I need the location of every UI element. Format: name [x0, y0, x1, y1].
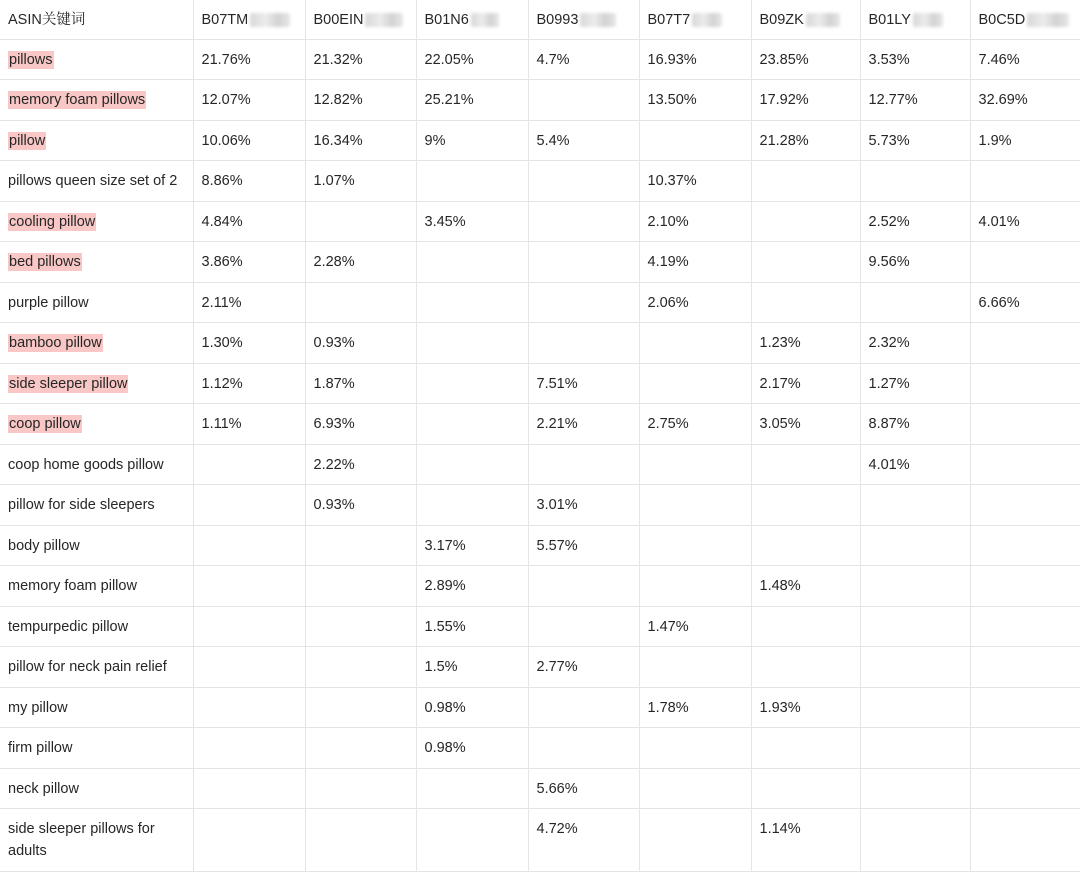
- share-cell: 25.21%: [416, 80, 528, 121]
- share-cell: 0.93%: [305, 323, 416, 364]
- keyword-text: side sleeper pillows for adults: [8, 821, 155, 859]
- share-cell: [970, 728, 1080, 769]
- share-cell: [528, 444, 639, 485]
- share-cell: 13.50%: [639, 80, 751, 121]
- keyword-text: coop pillow: [9, 416, 81, 432]
- redacted-asin-suffix: [806, 13, 840, 27]
- share-cell: 3.17%: [416, 525, 528, 566]
- share-cell: [305, 647, 416, 688]
- share-cell: [970, 161, 1080, 202]
- share-cell: [528, 566, 639, 607]
- keyword-cell: [0, 161, 193, 202]
- share-cell: [970, 404, 1080, 445]
- share-cell: 4.01%: [970, 201, 1080, 242]
- share-cell: [751, 201, 860, 242]
- keyword-cell: [0, 687, 193, 728]
- share-cell: 3.86%: [193, 242, 305, 283]
- share-cell: 1.27%: [860, 363, 970, 404]
- share-cell: [751, 606, 860, 647]
- keyword-cell: [0, 201, 193, 242]
- share-cell: [416, 161, 528, 202]
- share-cell: 2.22%: [305, 444, 416, 485]
- table-row: [0, 201, 1080, 242]
- share-cell: [528, 80, 639, 121]
- corner-header: ASIN关键词: [0, 0, 193, 39]
- share-cell: [416, 444, 528, 485]
- share-cell: [416, 809, 528, 872]
- share-cell: 2.75%: [639, 404, 751, 445]
- share-cell: 4.19%: [639, 242, 751, 283]
- keyword-text: memory foam pillows: [9, 92, 146, 108]
- share-cell: [305, 525, 416, 566]
- share-cell: 8.87%: [860, 404, 970, 445]
- keyword-text: purple pillow: [8, 294, 89, 311]
- share-cell: 2.89%: [416, 566, 528, 607]
- share-cell: [639, 485, 751, 526]
- share-cell: 2.52%: [860, 201, 970, 242]
- asin-code: B07TM: [201, 12, 249, 28]
- share-cell: [528, 323, 639, 364]
- share-cell: [860, 525, 970, 566]
- share-cell: [860, 606, 970, 647]
- share-cell: [416, 768, 528, 809]
- share-cell: [193, 687, 305, 728]
- table-row: [0, 161, 1080, 202]
- keyword-cell: [0, 404, 193, 445]
- share-cell: 1.93%: [751, 687, 860, 728]
- share-cell: [305, 282, 416, 323]
- keyword-cell: [0, 444, 193, 485]
- share-cell: [751, 444, 860, 485]
- share-cell: [639, 120, 751, 161]
- share-cell: 12.82%: [305, 80, 416, 121]
- share-cell: [860, 485, 970, 526]
- share-cell: 4.01%: [860, 444, 970, 485]
- asin-header-content: [648, 9, 723, 31]
- share-cell: [860, 809, 970, 872]
- share-cell: [305, 768, 416, 809]
- share-cell: [639, 444, 751, 485]
- share-cell: 2.77%: [528, 647, 639, 688]
- asin-header-content: [760, 9, 840, 31]
- share-cell: 0.98%: [416, 687, 528, 728]
- share-cell: [860, 161, 970, 202]
- table-row: [0, 242, 1080, 283]
- share-cell: 12.07%: [193, 80, 305, 121]
- keyword-text: pillows queen size set of 2: [8, 173, 178, 189]
- share-cell: [193, 485, 305, 526]
- share-cell: [305, 201, 416, 242]
- keyword-text: pillow for neck pain relief: [8, 659, 167, 675]
- keyword-cell: [0, 809, 193, 872]
- redacted-asin-suffix: [692, 13, 722, 27]
- keyword-cell: [0, 647, 193, 688]
- keyword-text: coop home goods pillow: [8, 456, 164, 473]
- keyword-text: cooling pillow: [9, 213, 96, 230]
- share-cell: 1.9%: [970, 120, 1080, 161]
- share-cell: [416, 363, 528, 404]
- asin-header-content: [202, 9, 291, 31]
- redacted-asin-suffix: [1027, 13, 1069, 27]
- share-cell: [970, 525, 1080, 566]
- share-cell: [528, 687, 639, 728]
- keyword-text: memory foam pillow: [8, 578, 137, 594]
- keyword-cell: [0, 39, 193, 80]
- keyword-text: pillows: [9, 51, 53, 68]
- keyword-cell: [0, 80, 193, 121]
- table-row: [0, 809, 1080, 872]
- keyword-cell: [0, 606, 193, 647]
- asin-code: B00EIN: [313, 12, 364, 28]
- share-cell: 2.10%: [639, 201, 751, 242]
- asin-code: B07T7: [647, 12, 691, 28]
- share-cell: 1.12%: [193, 363, 305, 404]
- share-cell: [193, 444, 305, 485]
- asin-code: B09ZK: [759, 12, 804, 28]
- share-cell: [751, 525, 860, 566]
- share-cell: [970, 809, 1080, 872]
- table-row: [0, 282, 1080, 323]
- keyword-cell: [0, 363, 193, 404]
- share-cell: 9%: [416, 120, 528, 161]
- share-cell: [751, 242, 860, 283]
- share-cell: [305, 606, 416, 647]
- share-cell: [860, 647, 970, 688]
- share-cell: 1.47%: [639, 606, 751, 647]
- share-cell: [305, 566, 416, 607]
- share-cell: [751, 485, 860, 526]
- share-cell: 8.86%: [193, 161, 305, 202]
- share-cell: 1.11%: [193, 404, 305, 445]
- keyword-text: my pillow: [8, 699, 68, 716]
- keyword-cell: [0, 485, 193, 526]
- share-cell: 4.7%: [528, 39, 639, 80]
- share-cell: [305, 809, 416, 872]
- table-row: [0, 80, 1080, 121]
- asin-header-6: [751, 0, 860, 39]
- table-row: [0, 525, 1080, 566]
- share-cell: [639, 363, 751, 404]
- share-cell: [860, 728, 970, 769]
- share-cell: 17.92%: [751, 80, 860, 121]
- share-cell: [639, 809, 751, 872]
- share-cell: 10.06%: [193, 120, 305, 161]
- share-cell: [751, 282, 860, 323]
- share-cell: 1.48%: [751, 566, 860, 607]
- share-cell: [528, 282, 639, 323]
- asin-header-3: [416, 0, 528, 39]
- keyword-cell: [0, 728, 193, 769]
- asin-code: B0C5D: [978, 12, 1026, 28]
- keyword-cell: [0, 242, 193, 283]
- share-cell: 4.84%: [193, 201, 305, 242]
- share-cell: [193, 606, 305, 647]
- share-cell: [970, 647, 1080, 688]
- asin-header-2: [305, 0, 416, 39]
- keyword-cell: [0, 282, 193, 323]
- share-cell: [639, 647, 751, 688]
- redacted-asin-suffix: [913, 13, 943, 27]
- share-cell: 5.66%: [528, 768, 639, 809]
- asin-header-5: [639, 0, 751, 39]
- table-row: [0, 363, 1080, 404]
- share-cell: 10.37%: [639, 161, 751, 202]
- table-row: [0, 647, 1080, 688]
- asin-header-1: [193, 0, 305, 39]
- keyword-cell: [0, 566, 193, 607]
- table-row: [0, 768, 1080, 809]
- share-cell: [416, 485, 528, 526]
- share-cell: 2.17%: [751, 363, 860, 404]
- share-cell: [970, 606, 1080, 647]
- share-cell: 16.93%: [639, 39, 751, 80]
- table-row: [0, 687, 1080, 728]
- share-cell: [193, 525, 305, 566]
- table-row: [0, 404, 1080, 445]
- share-cell: 12.77%: [860, 80, 970, 121]
- share-cell: 9.56%: [860, 242, 970, 283]
- share-cell: 7.51%: [528, 363, 639, 404]
- share-cell: 3.45%: [416, 201, 528, 242]
- share-cell: 6.66%: [970, 282, 1080, 323]
- asin-header-content: [869, 9, 943, 31]
- share-cell: 4.72%: [528, 809, 639, 872]
- asin-header-7: [860, 0, 970, 39]
- share-cell: 1.07%: [305, 161, 416, 202]
- table-body: [0, 39, 1080, 872]
- keyword-text: body pillow: [8, 537, 80, 554]
- share-cell: [193, 809, 305, 872]
- share-cell: 2.11%: [193, 282, 305, 323]
- share-cell: [639, 768, 751, 809]
- share-cell: [970, 444, 1080, 485]
- share-cell: [528, 201, 639, 242]
- share-cell: [751, 161, 860, 202]
- redacted-asin-suffix: [365, 13, 403, 27]
- share-cell: [416, 242, 528, 283]
- share-cell: 22.05%: [416, 39, 528, 80]
- share-cell: 3.05%: [751, 404, 860, 445]
- share-cell: 1.14%: [751, 809, 860, 872]
- table-row: [0, 566, 1080, 607]
- share-cell: 0.93%: [305, 485, 416, 526]
- share-cell: 6.93%: [305, 404, 416, 445]
- share-cell: [860, 687, 970, 728]
- share-cell: 21.32%: [305, 39, 416, 80]
- share-cell: [193, 647, 305, 688]
- share-cell: 1.87%: [305, 363, 416, 404]
- share-cell: 16.34%: [305, 120, 416, 161]
- asin-header-content: [425, 9, 499, 31]
- share-cell: 2.06%: [639, 282, 751, 323]
- asin-code: B01LY: [868, 12, 911, 28]
- share-cell: 1.55%: [416, 606, 528, 647]
- share-cell: [193, 768, 305, 809]
- asin-header-8: [970, 0, 1080, 39]
- share-cell: [860, 768, 970, 809]
- keyword-text: bed pillows: [9, 254, 81, 270]
- keyword-text: pillow: [9, 132, 46, 149]
- share-cell: 21.28%: [751, 120, 860, 161]
- share-cell: 2.32%: [860, 323, 970, 364]
- share-cell: [751, 728, 860, 769]
- asin-header-4: [528, 0, 639, 39]
- share-cell: [416, 323, 528, 364]
- share-cell: [970, 242, 1080, 283]
- table-row: [0, 485, 1080, 526]
- share-cell: [970, 323, 1080, 364]
- share-cell: 7.46%: [970, 39, 1080, 80]
- keyword-cell: [0, 768, 193, 809]
- share-cell: [416, 404, 528, 445]
- keyword-text: bamboo pillow: [9, 335, 102, 351]
- share-cell: [305, 687, 416, 728]
- share-cell: 0.98%: [416, 728, 528, 769]
- share-cell: [639, 728, 751, 769]
- keyword-cell: [0, 525, 193, 566]
- share-cell: [751, 647, 860, 688]
- share-cell: 2.28%: [305, 242, 416, 283]
- share-cell: 1.30%: [193, 323, 305, 364]
- keyword-text: firm pillow: [8, 740, 73, 756]
- redacted-asin-suffix: [471, 13, 499, 27]
- table-row: [0, 39, 1080, 80]
- share-cell: [970, 687, 1080, 728]
- table-row: [0, 444, 1080, 485]
- share-cell: [193, 566, 305, 607]
- share-cell: [970, 566, 1080, 607]
- share-cell: 5.4%: [528, 120, 639, 161]
- share-cell: [860, 282, 970, 323]
- asin-header-content: [314, 9, 404, 31]
- share-cell: [528, 728, 639, 769]
- asin-code: B01N6: [424, 12, 469, 28]
- share-cell: [639, 566, 751, 607]
- share-cell: [970, 485, 1080, 526]
- share-cell: [970, 768, 1080, 809]
- table-row: [0, 728, 1080, 769]
- keyword-text: pillow for side sleepers: [8, 497, 155, 513]
- asin-code: B0993: [536, 12, 579, 28]
- share-cell: 5.57%: [528, 525, 639, 566]
- table-row: [0, 606, 1080, 647]
- share-cell: [528, 606, 639, 647]
- share-cell: 1.23%: [751, 323, 860, 364]
- share-cell: [860, 566, 970, 607]
- share-cell: 32.69%: [970, 80, 1080, 121]
- header-row: [0, 0, 1080, 39]
- share-cell: 2.21%: [528, 404, 639, 445]
- keyword-text: tempurpedic pillow: [8, 618, 129, 635]
- share-cell: 21.76%: [193, 39, 305, 80]
- share-cell: [528, 161, 639, 202]
- share-cell: 3.01%: [528, 485, 639, 526]
- keyword-cell: [0, 323, 193, 364]
- table-row: [0, 120, 1080, 161]
- keyword-text: side sleeper pillow: [9, 375, 128, 392]
- share-cell: [751, 768, 860, 809]
- redacted-asin-suffix: [580, 13, 616, 27]
- share-cell: 3.53%: [860, 39, 970, 80]
- asin-header-content: [537, 9, 617, 31]
- share-cell: [416, 282, 528, 323]
- share-cell: 1.78%: [639, 687, 751, 728]
- keyword-cell: [0, 120, 193, 161]
- share-cell: [639, 525, 751, 566]
- share-cell: [528, 242, 639, 283]
- share-cell: 23.85%: [751, 39, 860, 80]
- keyword-text: neck pillow: [8, 780, 79, 797]
- share-cell: [970, 363, 1080, 404]
- share-cell: [305, 728, 416, 769]
- share-cell: 1.5%: [416, 647, 528, 688]
- share-cell: [639, 323, 751, 364]
- share-cell: [193, 728, 305, 769]
- table-row: [0, 323, 1080, 364]
- asin-header-content: [979, 9, 1070, 31]
- share-cell: 5.73%: [860, 120, 970, 161]
- redacted-asin-suffix: [250, 13, 290, 27]
